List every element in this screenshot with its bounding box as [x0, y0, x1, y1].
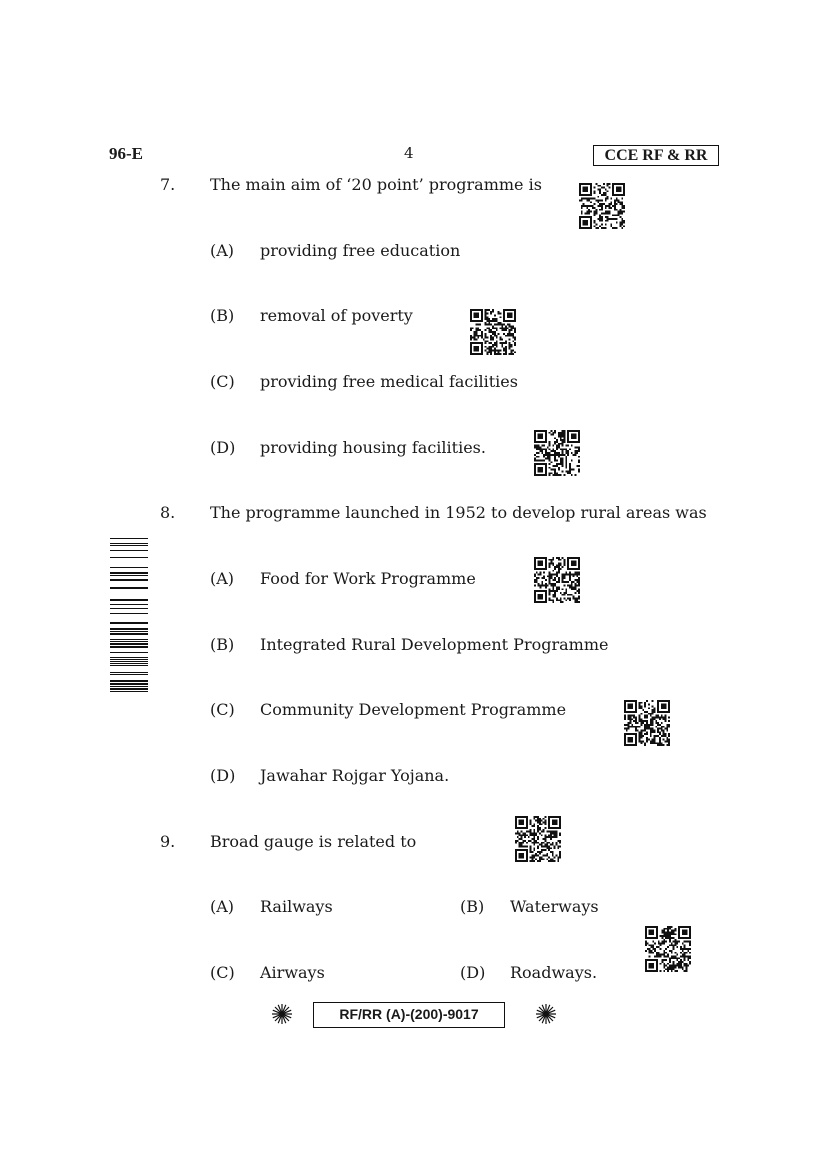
q9-option-d-text: Roadways.: [510, 963, 598, 982]
q7-option-b-text: removal of poverty: [260, 306, 413, 325]
q9-option-c-text: Airways: [260, 963, 325, 982]
q8-option-a-label: (A): [210, 569, 235, 588]
qr-code-icon: [515, 816, 561, 862]
question-9-number: 9.: [160, 832, 176, 851]
question-8-number: 8.: [160, 503, 176, 522]
qr-code-icon: [534, 430, 580, 476]
q7-option-d-label: (D): [210, 438, 236, 457]
question-7-number: 7.: [160, 175, 176, 194]
barcode-icon: [110, 535, 148, 692]
q8-option-d-label: (D): [210, 766, 236, 785]
star-ornament-icon: [535, 1003, 557, 1025]
q7-option-d-text: providing housing facilities.: [260, 438, 486, 457]
q7-option-c-label: (C): [210, 372, 235, 391]
page-number: 4: [404, 144, 414, 162]
qr-code-icon: [645, 926, 691, 972]
q9-option-a-label: (A): [210, 897, 235, 916]
q9-option-a-text: Railways: [260, 897, 333, 916]
qr-code-icon: [534, 557, 580, 603]
q9-option-c-label: (C): [210, 963, 235, 982]
q9-option-d-label: (D): [460, 963, 486, 982]
q7-option-a-label: (A): [210, 241, 235, 260]
qr-code-icon: [579, 183, 625, 229]
q8-option-c-text: Community Development Programme: [260, 700, 567, 719]
q7-option-a-text: providing free education: [260, 241, 461, 260]
question-9-text: Broad gauge is related to: [210, 832, 417, 851]
paper-code: 96-E: [109, 144, 143, 163]
q7-option-c-text: providing free medical facilities: [260, 372, 518, 391]
exam-label: CCE RF & RR: [593, 145, 719, 166]
q8-option-d-text: Jawahar Rojgar Yojana.: [260, 766, 450, 785]
q8-option-b-text: Integrated Rural Development Programme: [260, 635, 609, 654]
question-8-text: The programme launched in 1952 to develop rural areas was: [210, 503, 707, 522]
star-ornament-icon: [271, 1003, 293, 1025]
question-7-text: The main aim of ‘20 point’ programme is: [210, 175, 542, 194]
footer-code: RF/RR (A)-(200)-9017: [313, 1002, 505, 1028]
q9-option-b-label: (B): [460, 897, 485, 916]
qr-code-icon: [624, 700, 670, 746]
q8-option-b-label: (B): [210, 635, 235, 654]
q7-option-b-label: (B): [210, 306, 235, 325]
q9-option-b-text: Waterways: [510, 897, 599, 916]
qr-code-icon: [470, 309, 516, 355]
q8-option-a-text: Food for Work Programme: [260, 569, 476, 588]
q8-option-c-label: (C): [210, 700, 235, 719]
